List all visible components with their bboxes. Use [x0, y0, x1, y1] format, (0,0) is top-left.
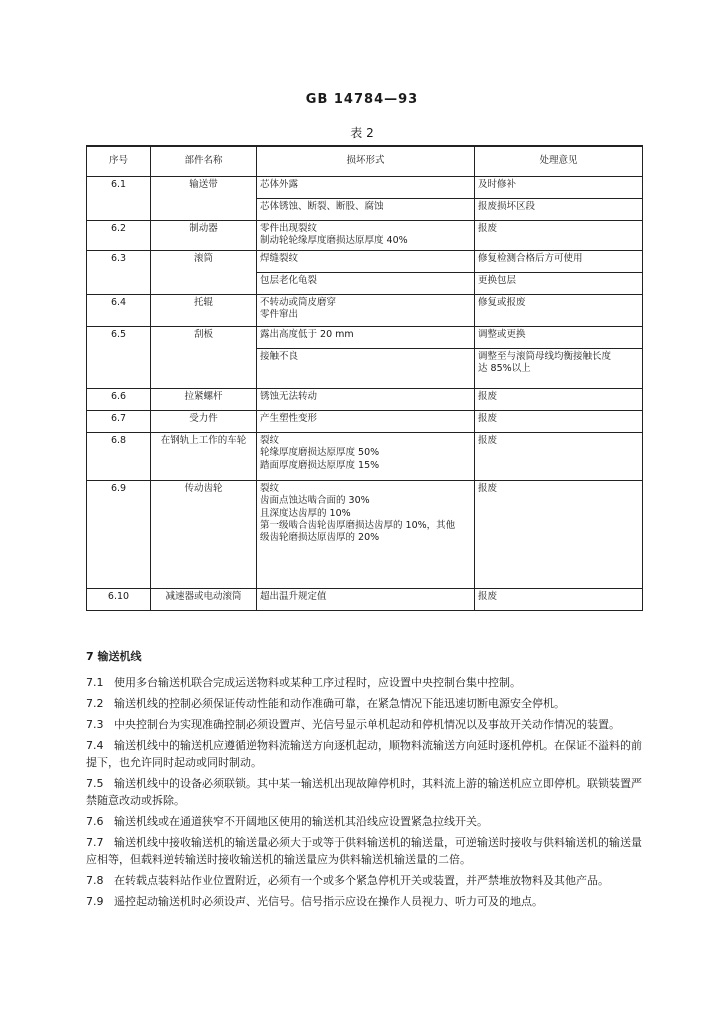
treatment-cell	[475, 389, 643, 411]
part-name: 受力件	[151, 411, 257, 433]
damage-form-cell	[257, 389, 475, 411]
treatment: 报废	[478, 413, 498, 424]
damage-form: 级齿轮磨损达原齿厚的 20%	[260, 532, 380, 544]
section-7	[86, 648, 646, 914]
damage-form: 轮缘厚度磨损达原厚度 50%	[260, 447, 380, 459]
treatment-cell	[475, 327, 643, 349]
damage-form: 且深度达齿厚的 10%	[260, 507, 351, 519]
part-name: 减速器或电动滚筒	[151, 589, 257, 611]
column-header: 损坏形式	[257, 146, 475, 177]
clause	[86, 893, 646, 910]
treatment: 调整至与滚筒母线均衡接触长度	[478, 351, 612, 362]
damage-form: 制动轮轮缘厚度磨损达原厚度 40%	[260, 235, 408, 247]
damage-form: 超出温升规定值	[260, 591, 327, 602]
part-name: 制动器	[151, 221, 257, 251]
treatment-cell	[475, 433, 643, 481]
clause-text: 输送机线中接收输送机的输送量必须大于或等于供料输送机的输送量，可逆输送时接收与供料输送机的输送量应相等，但载料逆转输送时接收输送机的输送量应为供料输送机输送量的二倍。	[86, 836, 642, 866]
damage-form-cell	[257, 199, 475, 221]
row-number: 6.8	[87, 433, 151, 481]
treatment: 报废损坏区段	[478, 201, 536, 212]
clause	[86, 834, 646, 868]
treatment-cell	[475, 221, 643, 251]
treatment-cell	[475, 349, 643, 389]
damage-form: 芯体外露	[260, 179, 299, 190]
row-number: 6.9	[87, 481, 151, 589]
damage-form: 踏面厚度磨损达原厚度 15%	[260, 459, 380, 471]
table-row	[87, 411, 643, 433]
document-header: GB 14784—93	[305, 92, 419, 107]
column-header: 部件名称	[151, 146, 257, 177]
treatment: 更换包层	[478, 275, 517, 286]
damage-form-cell	[257, 411, 475, 433]
damage-table	[86, 145, 643, 611]
table-title: 表 2	[350, 126, 374, 140]
treatment: 报废	[478, 223, 498, 234]
damage-form: 锈蚀无法转动	[260, 391, 318, 402]
damage-form: 焊缝裂纹	[260, 253, 299, 264]
part-name: 在钢轨上工作的车轮	[151, 433, 257, 481]
treatment: 报废	[478, 391, 498, 402]
clause-number: 7.8	[86, 874, 104, 887]
part-name: 拉紧螺杆	[151, 389, 257, 411]
clause-number: 7.3	[86, 718, 104, 731]
row-number: 6.4	[87, 295, 151, 327]
clause-text: 使用多台输送机联合完成运送物料或某种工序过程时，应设置中央控制台集中控制。	[114, 676, 521, 689]
treatment: 修复或报废	[478, 297, 526, 308]
clause-list	[86, 674, 646, 910]
table-row	[87, 221, 643, 251]
treatment: 及时修补	[478, 179, 517, 190]
damage-form: 不转动或筒皮磨穿	[260, 297, 337, 308]
clause-number: 7.7	[86, 836, 104, 849]
clause-text: 输送机线中的输送机应遵循逆物料流输送方向逐机起动，顺物料流输送方向延时逐机停机。在保证不溢料的前提下，也允许同时起动或同时制动。	[86, 739, 642, 769]
table-row	[87, 327, 643, 349]
clause-text: 输送机线中的设备必须联锁。其中某一输送机出现故障停机时，其料流上游的输送机应立即停机。联锁装置严禁随意改动或拆除。	[86, 777, 642, 807]
clause	[86, 674, 646, 691]
clause-number: 7.2	[86, 697, 104, 710]
clause	[86, 872, 646, 889]
row-number: 6.7	[87, 411, 151, 433]
treatment-cell	[475, 589, 643, 611]
clause-number: 7.6	[86, 815, 104, 828]
damage-form-cell	[257, 273, 475, 295]
damage-form: 产生塑性变形	[260, 413, 318, 424]
treatment-cell	[475, 177, 643, 199]
damage-form-cell	[257, 221, 475, 251]
treatment: 调整或更换	[478, 329, 526, 340]
treatment-cell	[475, 295, 643, 327]
clause	[86, 813, 646, 830]
clause-text: 输送机线或在通道狭窄不开阔地区使用的输送机其沿线应设置紧急拉线开关。	[114, 815, 488, 828]
row-number: 6.2	[87, 221, 151, 251]
damage-form-cell	[257, 251, 475, 273]
clause	[86, 716, 646, 733]
clause-text: 中央控制台为实现准确控制必须设置声、光信号显示单机起动和停机情况以及事故开关动作情况的装置。	[114, 718, 620, 731]
damage-form-cell	[257, 433, 475, 481]
clause	[86, 695, 646, 712]
part-name: 输送带	[151, 177, 257, 221]
damage-form: 裂纹	[260, 483, 280, 494]
damage-form: 齿面点蚀达啮合面的 30%	[260, 495, 370, 507]
part-name: 刮板	[151, 327, 257, 389]
damage-form: 零件窜出	[260, 309, 299, 321]
clause	[86, 737, 646, 771]
treatment: 报废	[478, 483, 498, 494]
table-row	[87, 589, 643, 611]
treatment: 报废	[478, 591, 498, 602]
row-number: 6.3	[87, 251, 151, 295]
damage-form-cell	[257, 295, 475, 327]
treatment-cell	[475, 251, 643, 273]
row-number: 6.10	[87, 589, 151, 611]
damage-form-cell	[257, 589, 475, 611]
table-row	[87, 433, 643, 481]
section-title: 7 输送机线	[86, 650, 142, 663]
damage-form: 包层老化龟裂	[260, 275, 318, 286]
damage-form: 第一级啮合齿轮齿厚磨损达齿厚的 10%，其他	[260, 520, 456, 532]
clause-number: 7.9	[86, 895, 104, 908]
clause	[86, 775, 646, 809]
treatment: 修复检测合格后方可使用	[478, 253, 583, 264]
damage-form-cell	[257, 481, 475, 589]
clause-text: 在转载点装料站作业位置附近，必须有一个或多个紧急停机开关或装置，并严禁堆放物料及其他产品。	[114, 874, 609, 887]
damage-form: 露出高度低于 20 mm	[260, 329, 354, 340]
clause-text: 输送机线的控制必须保证传动性能和动作准确可靠，在紧急情况下能迅速切断电源安全停机。	[114, 697, 565, 710]
treatment-cell	[475, 199, 643, 221]
table-body	[87, 177, 643, 611]
part-name: 传动齿轮	[151, 481, 257, 589]
damage-form-cell	[257, 349, 475, 389]
table-row	[87, 295, 643, 327]
table-row	[87, 177, 643, 199]
treatment-cell	[475, 411, 643, 433]
clause-number: 7.5	[86, 777, 104, 790]
damage-form: 接触不良	[260, 351, 299, 362]
damage-form: 芯体锈蚀、断裂、断股、腐蚀	[260, 201, 384, 212]
treatment-cell	[475, 273, 643, 295]
row-number: 6.5	[87, 327, 151, 389]
part-name: 托辊	[151, 295, 257, 327]
row-number: 6.1	[87, 177, 151, 221]
column-header: 处理意见	[475, 146, 643, 177]
clause-number: 7.1	[86, 676, 104, 689]
clause-text: 遥控起动输送机时必须设声、光信号。信号指示应设在操作人员视力、听力可及的地点。	[114, 895, 543, 908]
table-header-row	[87, 146, 643, 177]
damage-form: 裂纹	[260, 435, 280, 446]
treatment-cell	[475, 481, 643, 589]
damage-form-cell	[257, 177, 475, 199]
row-number: 6.6	[87, 389, 151, 411]
clause-number: 7.4	[86, 739, 104, 752]
damage-form-cell	[257, 327, 475, 349]
column-header: 序号	[87, 146, 151, 177]
table-row	[87, 251, 643, 273]
damage-form: 零件出现裂纹	[260, 223, 318, 234]
treatment: 报废	[478, 435, 498, 446]
treatment: 达 85%以上	[478, 363, 531, 375]
table-row	[87, 389, 643, 411]
part-name: 滚筒	[151, 251, 257, 295]
table-row	[87, 481, 643, 589]
